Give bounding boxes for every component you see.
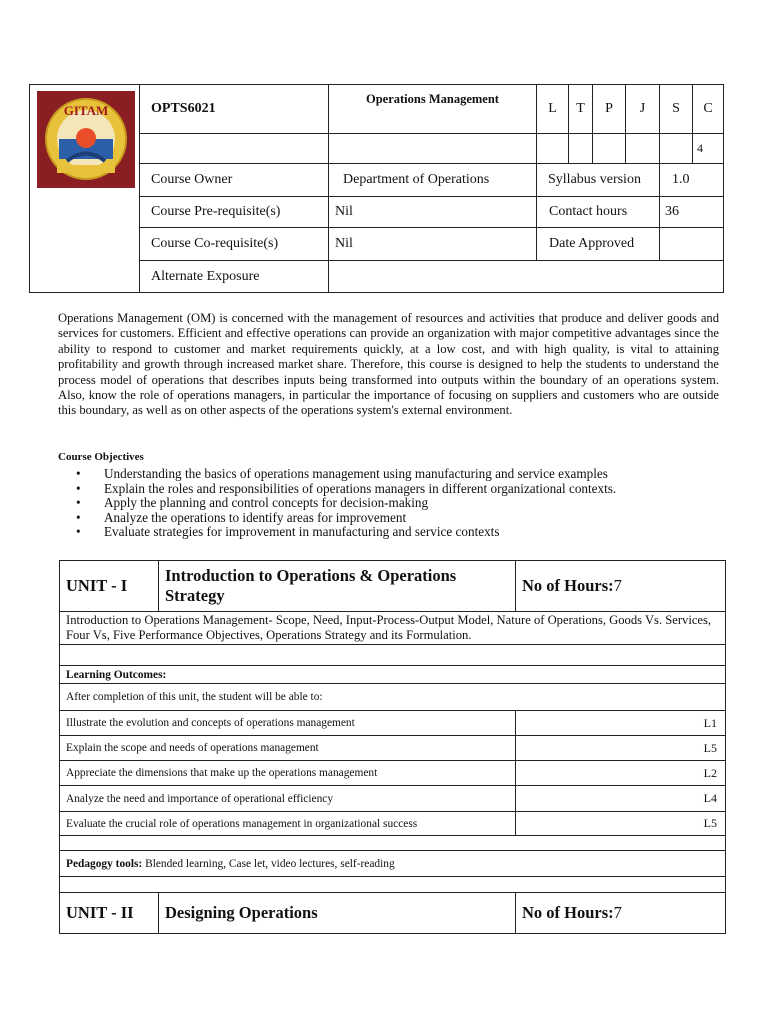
objective-item: • Understanding the basics of operations management using manufacturing and service examples	[76, 467, 616, 482]
objective-item: • Analyze the operations to identify areas for improvement	[76, 511, 616, 526]
syllabus-version-label: Syllabus version	[537, 164, 660, 197]
alternate-exposure-value	[329, 261, 724, 293]
prerequisite-label: Course Pre-requisite(s)	[140, 197, 329, 228]
ltpjsc-value	[626, 134, 660, 164]
outcome-row	[60, 711, 726, 736]
ltpjsc-value	[537, 134, 569, 164]
learning-outcomes-intro: After completion of this unit, the student will be able to:	[60, 684, 726, 711]
ltpjsc-value	[593, 134, 626, 164]
outcome-row	[60, 736, 726, 761]
outcome-level: L1	[516, 711, 726, 736]
unit-2-title: Designing Operations	[159, 893, 516, 934]
unit-2-label: UNIT - II	[60, 893, 159, 934]
logo-cell	[30, 85, 140, 293]
unit-table	[59, 560, 726, 934]
outcome-text: Analyze the need and importance of operational efficiency	[60, 786, 516, 812]
unit-1-label: UNIT - I	[60, 561, 159, 612]
outcome-row	[60, 812, 726, 836]
ltpjsc-header: J	[626, 85, 660, 134]
hours-label: No of Hours:	[522, 576, 614, 595]
empty-cell	[329, 134, 537, 164]
outcome-row	[60, 786, 726, 812]
empty-cell	[140, 134, 329, 164]
contact-hours-value: 36	[660, 197, 724, 228]
ltpjsc-header: L	[537, 85, 569, 134]
outcome-text: Evaluate the crucial role of operations management in organizational success	[60, 812, 516, 836]
outcome-level: L5	[516, 736, 726, 761]
pedagogy-label: Pedagogy tools:	[66, 857, 143, 870]
objective-item: • Evaluate strategies for improvement in manufacturing and service contexts	[76, 525, 616, 540]
contact-hours-label: Contact hours	[537, 197, 660, 228]
ltpjsc-value	[660, 134, 693, 164]
date-approved-label: Date Approved	[537, 228, 660, 261]
course-description: Operations Management (OM) is concerned with the management of resources and activities that produce and deliver goods and services for customers. Efficient and effective operations can provide an organization with major competitive advantages since the ability to respond to customer and market requirements quickly, at a low cost, and with high quality, is vital to attaining profitability and growth through increased market share. Therefore, this course is designed to help the students to understand the process model of operations that describes inputs being transformed into outputs within the boundary of an operations system. Also, know the role of operations managers, in particular the importance of focusing on suppliers and customers who are outside this boundary, as well as on other aspects of the operations system's external environment.	[58, 311, 719, 418]
logo-text: GITAM	[63, 103, 109, 118]
course-owner-value: Department of Operations	[329, 164, 537, 197]
corequisite-value: Nil	[329, 228, 537, 261]
university-logo	[37, 91, 135, 188]
hours-value: 7	[613, 576, 622, 595]
unit-2-hours	[516, 893, 726, 934]
objectives-list	[76, 467, 616, 540]
unit-1-content: Introduction to Operations Management- Scope, Need, Input-Process-Output Model, Nature of Operations, Goods Vs. Services, Four Vs, Five Performance Objectives, Operations Strategy and its Formulation.	[60, 612, 726, 645]
ltpjsc-header: S	[660, 85, 693, 134]
spacer-row	[60, 645, 726, 666]
outcome-level: L4	[516, 786, 726, 812]
pedagogy-value: Blended learning, Case let, video lectures, self-reading	[142, 857, 395, 870]
pedagogy-tools	[60, 851, 726, 877]
ltpjsc-header: P	[593, 85, 626, 134]
course-owner-label: Course Owner	[140, 164, 329, 197]
date-approved-value	[660, 228, 724, 261]
prerequisite-value: Nil	[329, 197, 537, 228]
outcome-level: L5	[516, 812, 726, 836]
hours-label: No of Hours:	[522, 903, 614, 922]
outcome-text: Explain the scope and needs of operations management	[60, 736, 516, 761]
ltpjsc-header: T	[569, 85, 593, 134]
objectives-title: Course Objectives	[58, 451, 144, 463]
spacer-row	[60, 877, 726, 893]
ltpjsc-header: C	[693, 85, 724, 134]
unit-1-title: Introduction to Operations & Operations Strategy	[159, 561, 516, 612]
spacer-row	[60, 836, 726, 851]
learning-outcomes-title: Learning Outcomes:	[60, 666, 726, 684]
corequisite-label: Course Co-requisite(s)	[140, 228, 329, 261]
alternate-exposure-label: Alternate Exposure	[140, 261, 329, 293]
course-header-table	[29, 84, 724, 293]
objective-item: • Explain the roles and responsibilities of operations managers in different organizational contexts.	[76, 482, 616, 497]
hours-value: 7	[613, 903, 622, 922]
outcome-level: L2	[516, 761, 726, 786]
unit-1-hours	[516, 561, 726, 612]
outcome-row	[60, 761, 726, 786]
credits-value: 4	[693, 134, 724, 164]
objective-item: • Apply the planning and control concepts for decision-making	[76, 496, 616, 511]
course-code: OPTS6021	[140, 85, 329, 134]
course-title: Operations Management	[329, 85, 537, 134]
outcome-text: Appreciate the dimensions that make up the operations management	[60, 761, 516, 786]
outcome-text: Illustrate the evolution and concepts of operations management	[60, 711, 516, 736]
ltpjsc-value	[569, 134, 593, 164]
syllabus-version-value: 1.0	[660, 164, 724, 197]
